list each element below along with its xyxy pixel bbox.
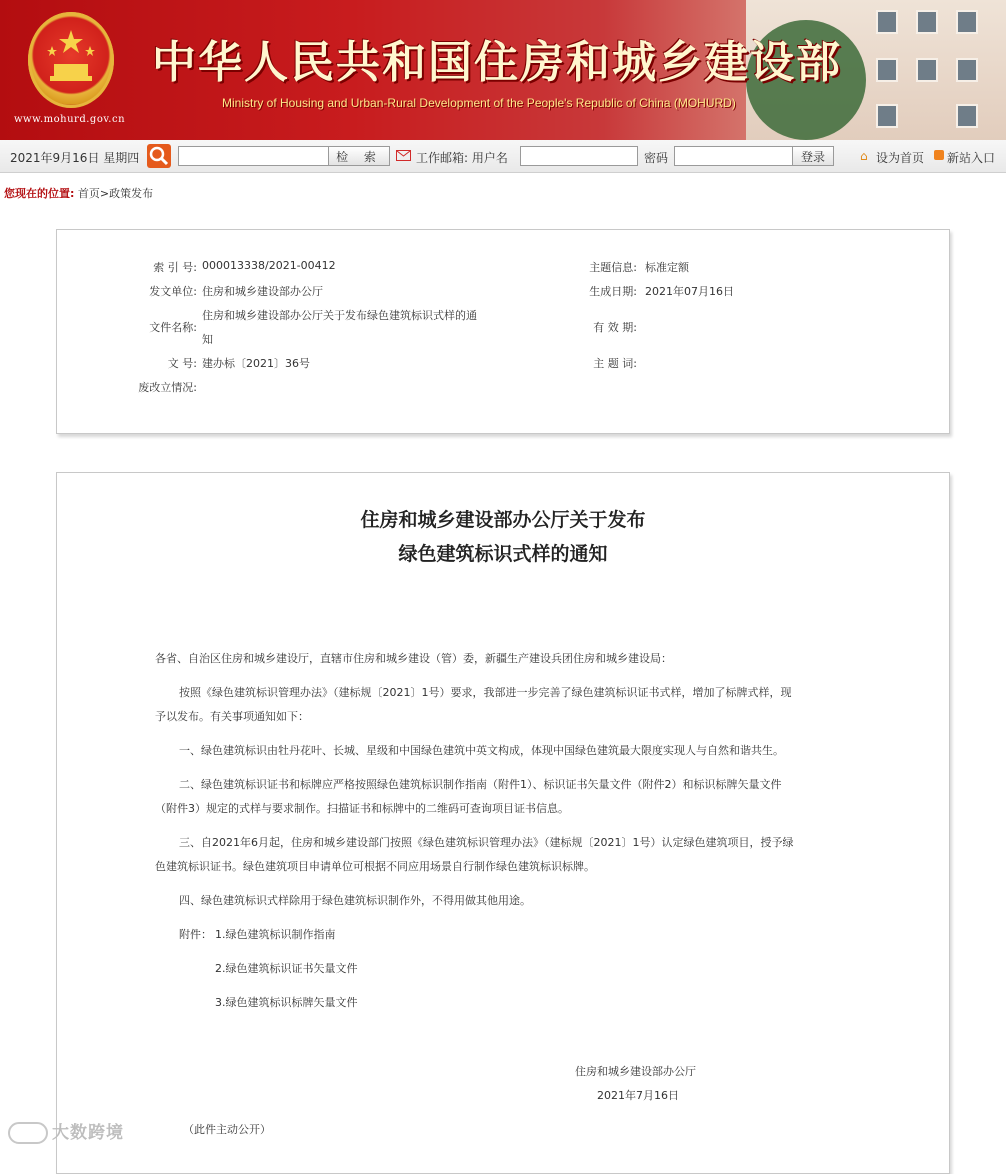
attachment-3-link[interactable]: 3.绿色建筑标识标牌矢量文件 [215,996,358,1009]
watermark [8,1118,124,1144]
issuer-label: 发文单位: [149,285,197,298]
sign-date: 2021年7月16日 [597,1089,679,1102]
article-panel [56,472,950,1174]
home-icon: ⌂ [860,149,868,163]
salutation: 各省、自治区住房和城乡建设厅，直辖市住房和城乡建设（管）委，新疆生产建设兵团住房和城乡建设局： [155,652,672,665]
breadcrumb-label: 您现在的位置: [4,187,75,200]
mail-icon [396,150,411,161]
site-title-en: Ministry of Housing and Urban-Rural Development of the People's Republic of China (MOHURD) [222,96,736,110]
para1-line1: 按照《绿色建筑标识管理办法》（建标规〔2021〕1号）要求，我部进一步完善了绿色建筑标识证书式样，增加了标牌式样，现 [179,686,792,699]
item2-line1: 二、绿色建筑标识证书和标牌应严格按照绿色建筑标识制作指南（附件1）、标识证书矢量文件（附件2）和标识标牌矢量文件 [179,778,782,791]
login-button[interactable]: 登录 [792,146,834,166]
item2-line2: （附件3）规定的式样与要求制作。扫描证书和标牌中的二维码可查询项目证书信息。 [155,802,569,815]
doc-no-value: 建办标〔2021〕36号 [202,357,310,370]
index-no-label: 索 引 号: [153,261,197,274]
article-title-line2: 绿色建筑标识式样的通知 [398,543,608,565]
item3-line1: 三、自2021年6月起，住房和城乡建设部门按照《绿色建筑标识管理办法》（建标规〔2021〕1号）认定绿色建筑项目，授予绿 [179,836,794,849]
item1: 一、绿色建筑标识由牡丹花叶、长城、星级和中国绿色建筑中英文构成，体现中国绿色建筑最大限度实现人与自然和谐共生。 [179,744,784,757]
validity-label: 有 效 期: [593,321,637,334]
status-label: 废改立情况: [138,381,197,394]
attachment-1-link[interactable]: 1.绿色建筑标识制作指南 [215,928,336,941]
breadcrumb-home[interactable]: 首页 [77,187,100,200]
breadcrumb-separator: > [99,187,110,200]
search-button[interactable]: 检 索 [328,146,390,166]
set-homepage-link[interactable]: 设为首页 [876,151,925,165]
topic-value: 标准定额 [645,261,689,274]
date-value: 2021年07月16日 [645,285,734,298]
work-mail-label: 工作邮箱: 用户名 [416,151,508,165]
password-input[interactable] [674,146,794,166]
password-label: 密码 [644,151,669,165]
site-title-cn: 中华人民共和国住房和城乡建设部 [152,37,842,88]
doc-name-line1: 住房和城乡建设部办公厅关于发布绿色建筑标识式样的通 [202,309,477,322]
item4: 四、绿色建筑标识式样除用于绿色建筑标识制作外，不得用做其他用途。 [179,894,531,907]
breadcrumb [4,185,153,201]
watermark-text: 大数跨境 [52,1123,124,1143]
watermark-logo-icon [8,1122,48,1144]
doc-name-line2: 知 [202,333,213,346]
username-input[interactable] [520,146,638,166]
national-emblem-icon [28,12,114,108]
current-date: 2021年9月16日 星期四 [10,151,140,165]
topic-label: 主题信息: [589,261,637,274]
search-input[interactable] [178,146,330,166]
top-toolbar [0,140,1006,173]
index-no-value: 000013338/2021-00412 [202,259,336,272]
rss-icon [934,150,944,160]
para1-line2: 予以发布。有关事项通知如下： [155,710,309,723]
doc-name-label: 文件名称: [149,321,197,334]
search-icon[interactable] [147,144,171,168]
date-label: 生成日期: [589,285,637,298]
keywords-label: 主 题 词: [593,357,637,370]
document-meta-panel [56,229,950,434]
new-site-link[interactable]: 新站入口 [947,151,996,165]
issuer-value: 住房和城乡建设部办公厅 [202,285,323,298]
attachment-label: 附件： [179,928,212,941]
header-banner [0,0,1006,140]
site-url: www.mohurd.gov.cn [14,114,126,125]
article-title-line1: 住房和城乡建设部办公厅关于发布 [360,509,646,531]
doc-no-label: 文 号: [167,357,197,370]
item3-line2: 色建筑标识证书。绿色建筑项目申请单位可根据不同应用场景自行制作绿色建筑标识标牌。 [155,860,595,873]
public-note: （此件主动公开） [183,1123,271,1136]
attachment-2-link[interactable]: 2.绿色建筑标识证书矢量文件 [215,962,358,975]
breadcrumb-current[interactable]: 政策发布 [109,187,154,200]
signer: 住房和城乡建设部办公厅 [575,1065,696,1078]
